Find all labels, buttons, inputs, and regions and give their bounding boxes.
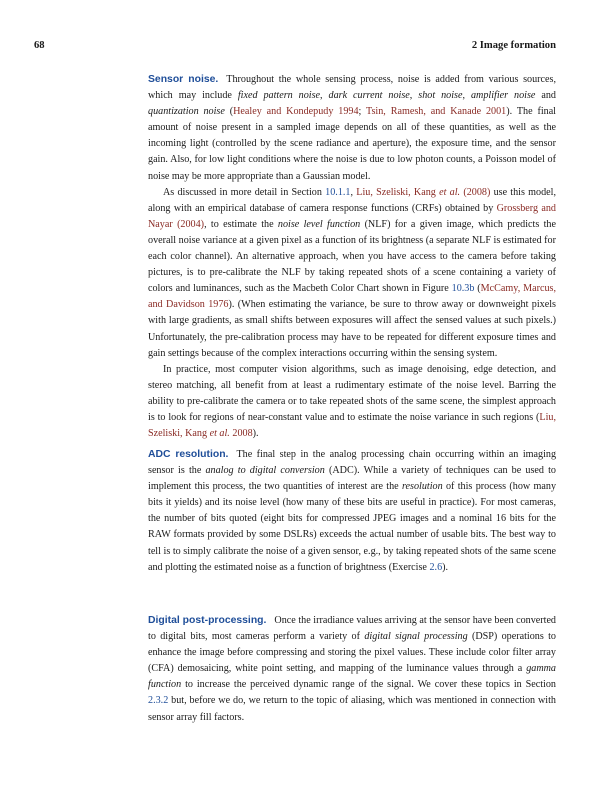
text: (ADC). While a variety of techniques can be used to implement this process, the two quantities of interest are the <box>148 465 556 493</box>
text: Once the irradiance values arriving at the sensor have been converted to digital bits, most cameras perform a variety of <box>148 615 556 643</box>
text: ). <box>252 428 259 440</box>
paragraph <box>148 72 556 185</box>
text: In practice, most computer vision algorithms, such as image denoising, edge detection, and stereo matching, all benefit from at least a rudimentary estimate of the noise level. Barring the ability to pre-calibrate the camera or to take repeated shots of the same scene, the simplest approach is to look for regions of near-constant value and to estimate the noise variance in such regions ( <box>148 363 556 423</box>
text: of this process (how many bits it yields) and its noise level (how many of these bits are useful in practice). For most cameras, the number of bits quoted (eight bits for compressed JPEG images and a nominal 16 bits for the RAW formats provided by some DSLRs) exceeds the actual number of usable bits. The best way to tell is to simply calibrate the noise of a given sensor, e.g., by taking repeated shots of the same scene and plotting the estimated noise as a function of brightness (Exercise <box>148 481 557 573</box>
text: The final step in the analog processing chain occurring within an imaging sensor is the <box>148 449 557 477</box>
citation-link[interactable]: Tsin, Ramesh, and Kanade 2001 <box>366 106 507 118</box>
emphasis: gamma function <box>148 663 556 691</box>
citation-et-al: et al. <box>439 186 461 198</box>
text: and <box>535 90 556 102</box>
citation-et-al: et al. <box>209 428 230 440</box>
text: ; <box>358 106 367 118</box>
text: , <box>350 186 357 198</box>
emphasis: analog to digital conversion <box>205 465 325 477</box>
citation-link[interactable]: Healey and Kondepudy 1994 <box>233 106 359 118</box>
citation-year: 2008 <box>229 428 253 440</box>
section-title: Digital post-processing. <box>148 615 267 626</box>
text: ). The final amount of noise present in a sampled image depends on all of these quantities, as well as the incoming light (controlled by the scene radiance and aperture), the exposure time, and the sensor gain. Also, for low light conditions where the noise is due to low photon counts, a Poisson model of noise may be more appropriate than a Gaussian model. <box>148 106 556 182</box>
emphasis: resolution <box>401 481 443 493</box>
text: (DSP) operations to enhance the image before compressing and storing the pixel values. These include color filter array (CFA) demosaicing, white point setting, and mapping of the luminance values through a <box>148 631 556 675</box>
text: but, before we do, we return to the topic of aliasing, which was mentioned in connection with sensor array fill factors. <box>148 695 556 723</box>
paragraph <box>148 362 556 442</box>
page-number: 68 <box>34 40 45 51</box>
text: ). <box>442 561 449 573</box>
citation-year: (2008) <box>460 186 491 198</box>
text: , <box>320 90 329 102</box>
exercise-reference-link[interactable]: 2.6 <box>429 561 443 573</box>
chapter-title: 2 Image formation <box>471 40 556 51</box>
text: use this model, along with an empirical database of camera response functions (CRFs) obtained by <box>148 186 557 214</box>
emphasis: quantization noise <box>148 106 225 118</box>
paragraph <box>148 613 556 726</box>
paragraph <box>148 447 556 576</box>
text: As discussed in more detail in Section <box>163 186 326 198</box>
section-reference-link[interactable]: 10.1.1 <box>325 186 351 198</box>
citation-link[interactable]: McCamy, Marcus, and Davidson 1976 <box>148 283 557 311</box>
paragraph <box>148 185 556 362</box>
text: ( <box>474 283 481 295</box>
running-header <box>34 40 556 56</box>
text: ( <box>224 106 234 118</box>
text: , <box>409 90 419 102</box>
text: (NLF) for a given image, which predicts the overall noise variance at a given pixel as a function of its brightness (a separate NLF is estimated for each color channel). An alternative approach, when you have access to the camera before taking pictures, is to pre-calibrate the NLF by taking repeated shots of a scene containing a variety of colors and luminances, such as the Macbeth Color Chart shown in Figure <box>148 218 556 295</box>
section-digital-post-processing <box>148 613 556 726</box>
section-adc-resolution <box>148 447 556 576</box>
citation-authors: Liu, Szeliski, Kang <box>148 411 556 440</box>
emphasis: shot noise <box>418 90 463 102</box>
figure-reference-link[interactable]: 10.3b <box>451 283 475 295</box>
text: ). (When estimating the variance, be sure to throw away or downweight pixels with large gradients, as small shifts between exposures will affect the sensed values at such pixels.) Unfortunately, the pre-calibration process may have to be repeated for different exposure times and gain settings because of the complex interactions occurring within the sensing system. <box>148 299 556 359</box>
emphasis: dark current noise <box>328 90 410 102</box>
citation-link[interactable]: Grossberg and Nayar (2004) <box>148 202 556 230</box>
emphasis: fixed pattern noise <box>237 90 321 102</box>
emphasis: amplifier noise <box>470 90 536 102</box>
emphasis: noise level function <box>277 218 361 230</box>
section-title: ADC resolution. <box>148 449 229 460</box>
text: Throughout the whole sensing process, noise is added from various sources, which may include <box>148 74 556 102</box>
emphasis: digital signal processing <box>364 631 468 643</box>
text: , to estimate the <box>204 218 278 230</box>
section-reference-link[interactable]: 2.3.2 <box>148 695 169 707</box>
citation-link[interactable] <box>356 187 490 198</box>
citation-authors: Liu, Szeliski, Kang <box>356 186 440 198</box>
section-sensor-noise <box>148 72 556 442</box>
text: to increase the perceived dynamic range of the signal. We cover these topics in Section <box>181 679 556 691</box>
text: , <box>462 90 471 102</box>
section-title: Sensor noise. <box>148 74 219 85</box>
